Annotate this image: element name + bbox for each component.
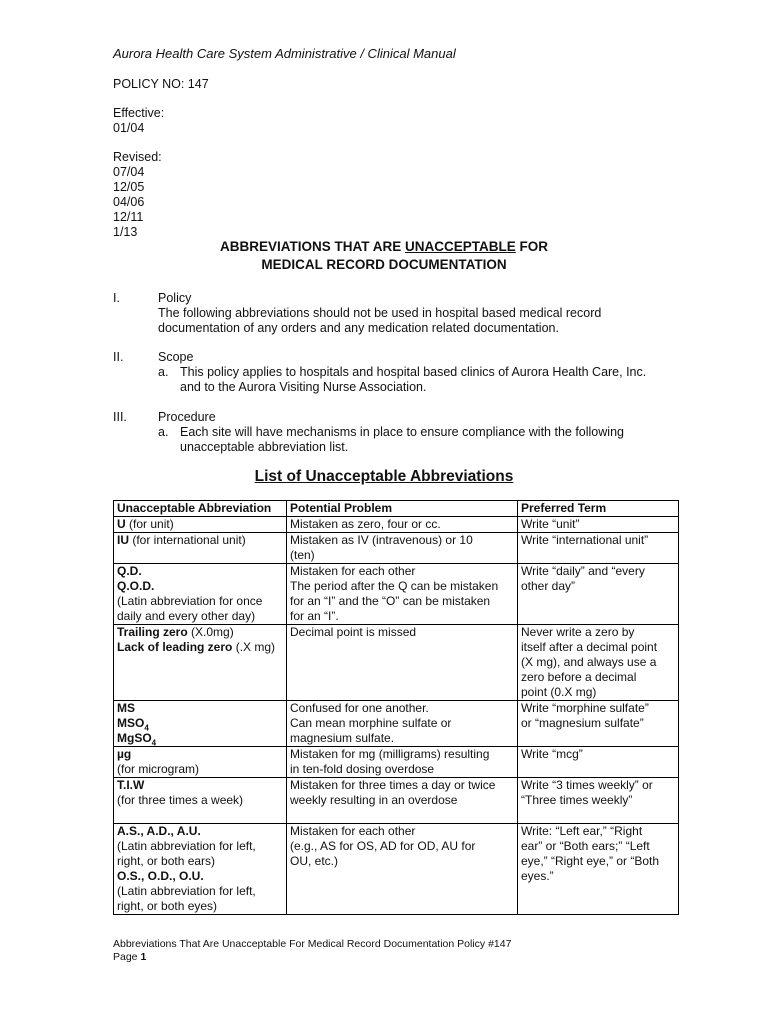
cell-line: itself after a decimal point	[521, 640, 658, 654]
abbreviation: A.S., A.D., A.U.	[117, 824, 201, 838]
abbreviation-cell	[114, 533, 287, 564]
abbreviation-note: (.X mg)	[232, 640, 276, 654]
manual-title: Aurora Health Care System Administrative / Clinical Manual	[113, 46, 456, 61]
subsection-letter: a.	[158, 425, 169, 439]
abbreviation-cell	[114, 625, 287, 701]
section-policy	[158, 291, 648, 336]
subscript: 4	[144, 723, 149, 733]
abbreviation: Q.D.	[117, 564, 142, 578]
preferred-cell	[518, 701, 679, 747]
effective-block	[113, 106, 164, 136]
cell-line: or “magnesium sulfate”	[521, 716, 644, 730]
cell-line: Write “mcg”	[521, 747, 583, 761]
page-label: Page	[113, 951, 141, 963]
table-row	[114, 564, 679, 625]
section-text: and to the Aurora Visiting Nurse Association.	[180, 380, 427, 394]
abbreviation-note: (X.0mg)	[187, 625, 234, 639]
document-title-line1	[0, 238, 768, 256]
problem-cell	[287, 533, 518, 564]
cell-line: Mistaken for each other	[290, 564, 416, 578]
cell-line: Write “morphine sulfate”	[521, 701, 649, 715]
cell-line: for an “I” and the “O” can be mistaken	[290, 594, 491, 608]
table-row	[114, 517, 679, 533]
document-title-line2: MEDICAL RECORD DOCUMENTATION	[261, 257, 507, 272]
abbreviation-note: (Latin abbreviation for left,	[117, 884, 256, 898]
effective-label: Effective:	[113, 106, 165, 120]
abbreviation	[117, 731, 283, 746]
cell-line: (e.g., AS for OS, AD for OD, AU for	[290, 839, 476, 853]
abbreviation-note: daily and every other day)	[117, 609, 256, 623]
problem-cell	[287, 701, 518, 747]
cell-line: “Three times weekly”	[521, 793, 633, 807]
section-scope	[158, 350, 648, 395]
preferred-cell	[518, 533, 679, 564]
subsection-letter: a.	[158, 365, 169, 379]
abbreviation-note: right, or both eyes)	[117, 899, 218, 913]
abbreviation-cell	[114, 701, 287, 747]
abbreviation	[117, 716, 283, 731]
effective-date: 01/04	[113, 121, 145, 135]
cell-line: magnesium sulfate.	[290, 731, 395, 745]
abbreviation: Lack of leading zero	[117, 640, 233, 654]
abbreviation-note: (for international unit)	[129, 533, 246, 547]
table-row	[114, 747, 679, 778]
section-heading: Policy	[158, 291, 192, 305]
revised-dates	[113, 165, 144, 240]
abbreviation: IU	[117, 533, 129, 547]
cell-line: Mistaken as zero, four or cc.	[290, 517, 441, 531]
abbreviation: MS	[117, 701, 135, 715]
abbreviation: Q.O.D.	[117, 579, 155, 593]
subscript: 4	[151, 738, 157, 748]
cell-line: Can mean morphine sulfate or	[290, 716, 452, 730]
abbreviation: Trailing zero	[117, 625, 188, 639]
problem-cell	[287, 625, 518, 701]
table-header-row	[114, 501, 679, 517]
abbreviation-line	[117, 625, 283, 640]
preferred-cell	[518, 747, 679, 778]
abbreviation-text: MgSO	[117, 731, 152, 745]
abbreviation-cell	[114, 778, 287, 824]
problem-cell	[287, 778, 518, 824]
cell-line: The period after the Q can be mistaken	[290, 579, 499, 593]
page-footer	[113, 938, 511, 964]
section-text: unacceptable abbreviation list.	[180, 440, 349, 454]
subsection	[158, 425, 648, 455]
table-row	[114, 778, 679, 824]
section-number: I.	[113, 291, 120, 305]
cell-line: ear” or “Both ears;” “Left	[521, 839, 650, 853]
revised-date: 12/11	[113, 210, 144, 224]
revised-date: 1/13	[113, 225, 138, 239]
problem-cell	[287, 824, 518, 915]
cell-line: Mistaken for each other	[290, 824, 416, 838]
cell-line: Decimal point is missed	[290, 625, 417, 639]
section-text: documentation of any orders and any medication related documentation.	[158, 321, 559, 335]
abbreviation-note: (for microgram)	[117, 762, 200, 776]
problem-cell	[287, 747, 518, 778]
table-row	[114, 824, 679, 915]
column-header: Preferred Term	[518, 501, 679, 517]
cell-line: OU, etc.)	[290, 854, 339, 868]
cell-line: other day”	[521, 579, 576, 593]
abbreviation-cell	[114, 564, 287, 625]
section-procedure	[158, 410, 648, 455]
cell-line: Write “unit”	[521, 517, 580, 531]
cell-line: Never write a zero by	[521, 625, 635, 639]
section-number: II.	[113, 350, 124, 364]
cell-line: Mistaken for mg (milligrams) resulting	[290, 747, 490, 761]
preferred-cell	[518, 824, 679, 915]
cell-line: (X mg), and always use a	[521, 655, 657, 669]
abbreviation-cell	[114, 517, 287, 533]
cell-line: Write “international unit”	[521, 533, 649, 547]
table-row	[114, 533, 679, 564]
abbreviation-note: (Latin abbreviation for once	[117, 594, 263, 608]
abbreviation: µg	[117, 747, 132, 761]
abbreviation: U	[117, 517, 126, 531]
cell-line: (ten)	[290, 548, 315, 562]
cell-line: Mistaken for three times a day or twice	[290, 778, 496, 792]
section-text: Each site will have mechanisms in place to ensure compliance with the following	[180, 425, 624, 439]
subsection-body	[180, 425, 624, 455]
section-number: III.	[113, 410, 127, 424]
preferred-cell	[518, 517, 679, 533]
spacer-line	[117, 808, 283, 823]
title-text: FOR	[515, 239, 548, 254]
cell-line: point (0.X mg)	[521, 685, 597, 699]
policy-number: POLICY NO: 147	[113, 77, 209, 91]
preferred-cell	[518, 564, 679, 625]
abbreviation: T.I.W	[117, 778, 145, 792]
page-number: 1	[140, 951, 147, 963]
section-text: This policy applies to hospitals and hospital based clinics of Aurora Health Care, Inc.	[180, 365, 647, 379]
cell-line: Confused for one another.	[290, 701, 429, 715]
title-text: ABBREVIATIONS THAT ARE	[220, 239, 405, 254]
footer-title: Abbreviations That Are Unacceptable For Medical Record Documentation Policy #147	[113, 938, 512, 950]
table-row	[114, 625, 679, 701]
title-emphasis: UNACCEPTABLE	[405, 239, 516, 254]
revised-date: 07/04	[113, 165, 145, 179]
abbreviation-note: (for three times a week)	[117, 793, 244, 807]
list-title-text: List of Unacceptable Abbreviations	[254, 468, 514, 485]
abbreviations-table	[113, 500, 679, 915]
abbreviation-cell	[114, 824, 287, 915]
cell-line: Write “daily” and “every	[521, 564, 645, 578]
section-heading: Procedure	[158, 410, 216, 424]
problem-cell	[287, 517, 518, 533]
cell-line: zero before a decimal	[521, 670, 637, 684]
abbreviation-note: (for unit)	[125, 517, 174, 531]
cell-line: Write “3 times weekly” or	[521, 778, 653, 792]
cell-line: for an “I”.	[290, 609, 339, 623]
table-row	[114, 701, 679, 747]
cell-line: in ten-fold dosing overdose	[290, 762, 435, 776]
list-title	[0, 467, 768, 487]
preferred-cell	[518, 778, 679, 824]
cell-line: eye,” “Right eye,” or “Both	[521, 854, 660, 868]
revised-label: Revised:	[113, 150, 162, 164]
subsection	[158, 365, 648, 395]
abbreviation-cell	[114, 747, 287, 778]
revised-date: 12/05	[113, 180, 145, 194]
preferred-cell	[518, 625, 679, 701]
column-header: Unacceptable Abbreviation	[114, 501, 287, 517]
problem-cell	[287, 564, 518, 625]
cell-line: Write: “Left ear,” “Right	[521, 824, 643, 838]
cell-line: Mistaken as IV (intravenous) or 10	[290, 533, 473, 547]
section-text: The following abbreviations should not be used in hospital based medical record	[158, 306, 602, 320]
section-heading: Scope	[158, 350, 194, 364]
abbreviation-note: (Latin abbreviation for left,	[117, 839, 256, 853]
column-header: Potential Problem	[287, 501, 518, 517]
abbreviation-line	[117, 640, 283, 655]
cell-line: weekly resulting in an overdose	[290, 793, 458, 807]
abbreviation: O.S., O.D., O.U.	[117, 869, 204, 883]
footer-page	[113, 951, 511, 964]
subsection-body	[180, 365, 646, 395]
revised-date: 04/06	[113, 195, 145, 209]
abbreviation-note: right, or both ears)	[117, 854, 216, 868]
abbreviation-text: MSO	[117, 716, 145, 730]
cell-line: eyes.”	[521, 869, 554, 883]
